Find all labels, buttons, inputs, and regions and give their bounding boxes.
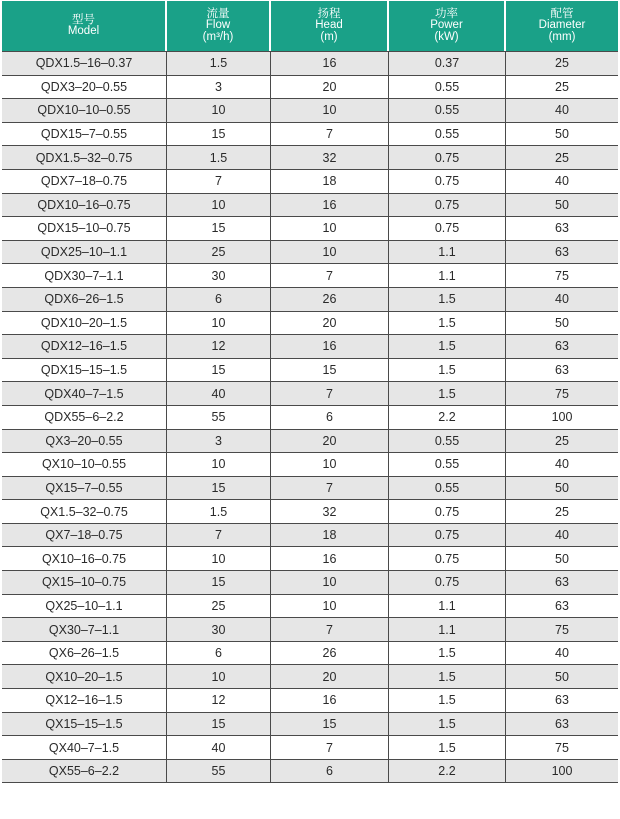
- power-cell: 1.1: [389, 594, 506, 618]
- header-diameter-en: Diameter: [538, 19, 586, 32]
- header-flow-zh: 流量: [206, 7, 230, 20]
- power-cell: 0.75: [389, 193, 506, 217]
- table-header: [2, 1, 618, 51]
- head-cell: 20: [271, 429, 389, 453]
- model-cell: QX10–20–1.5: [2, 664, 167, 688]
- power-cell: 0.55: [389, 452, 506, 476]
- flow-cell: 30: [167, 263, 271, 287]
- table-row: [2, 735, 618, 759]
- flow-cell: 10: [167, 193, 271, 217]
- table-row: [2, 617, 618, 641]
- header-power-zh: 功率: [435, 7, 458, 20]
- head-cell: 6: [271, 405, 389, 429]
- flow-cell: 15: [167, 122, 271, 146]
- head-cell: 26: [271, 641, 389, 665]
- power-cell: 0.75: [389, 499, 506, 523]
- model-cell: QX15–7–0.55: [2, 476, 167, 500]
- model-cell: QDX10–20–1.5: [2, 311, 167, 335]
- diameter-cell: 40: [506, 169, 618, 193]
- table-row: [2, 452, 618, 476]
- head-cell: 26: [271, 287, 389, 311]
- power-cell: 1.5: [389, 735, 506, 759]
- table-row: [2, 664, 618, 688]
- head-cell: 20: [271, 311, 389, 335]
- power-cell: 0.55: [389, 98, 506, 122]
- power-cell: 0.55: [389, 476, 506, 500]
- header-power-en: Power: [430, 19, 463, 32]
- diameter-cell: 50: [506, 193, 618, 217]
- table-row: [2, 98, 618, 122]
- flow-cell: 10: [167, 98, 271, 122]
- header-flow-unit: (m³/h): [202, 30, 234, 43]
- power-cell: 1.5: [389, 381, 506, 405]
- power-cell: 1.5: [389, 311, 506, 335]
- diameter-cell: 50: [506, 311, 618, 335]
- diameter-cell: 25: [506, 499, 618, 523]
- flow-cell: 10: [167, 546, 271, 570]
- table-row: [2, 122, 618, 146]
- table-row: [2, 311, 618, 335]
- power-cell: 1.1: [389, 263, 506, 287]
- model-cell: QX1.5–32–0.75: [2, 499, 167, 523]
- power-cell: 1.1: [389, 240, 506, 264]
- power-cell: 0.75: [389, 145, 506, 169]
- flow-cell: 30: [167, 617, 271, 641]
- flow-cell: 7: [167, 169, 271, 193]
- header-power: [389, 1, 506, 51]
- power-cell: 1.5: [389, 287, 506, 311]
- table-row: [2, 287, 618, 311]
- diameter-cell: 63: [506, 570, 618, 594]
- table-row: [2, 263, 618, 287]
- head-cell: 15: [271, 358, 389, 382]
- diameter-cell: 25: [506, 51, 618, 75]
- power-cell: 0.75: [389, 169, 506, 193]
- head-cell: 10: [271, 216, 389, 240]
- power-cell: 1.5: [389, 334, 506, 358]
- model-cell: QDX10–16–0.75: [2, 193, 167, 217]
- power-cell: 1.5: [389, 712, 506, 736]
- flow-cell: 15: [167, 216, 271, 240]
- flow-cell: 1.5: [167, 499, 271, 523]
- flow-cell: 55: [167, 405, 271, 429]
- model-cell: QX10–16–0.75: [2, 546, 167, 570]
- table-row: [2, 759, 618, 784]
- model-cell: QX12–16–1.5: [2, 688, 167, 712]
- table-row: [2, 334, 618, 358]
- table-row: [2, 429, 618, 453]
- diameter-cell: 75: [506, 617, 618, 641]
- model-cell: QDX55–6–2.2: [2, 405, 167, 429]
- flow-cell: 15: [167, 712, 271, 736]
- flow-cell: 10: [167, 311, 271, 335]
- flow-cell: 6: [167, 287, 271, 311]
- flow-cell: 40: [167, 735, 271, 759]
- model-cell: QDX30–7–1.1: [2, 263, 167, 287]
- flow-cell: 7: [167, 523, 271, 547]
- header-flow-en: Flow: [205, 19, 231, 32]
- diameter-cell: 75: [506, 263, 618, 287]
- diameter-cell: 63: [506, 594, 618, 618]
- flow-cell: 10: [167, 452, 271, 476]
- flow-cell: 12: [167, 334, 271, 358]
- table-row: [2, 476, 618, 500]
- model-cell: QX15–10–0.75: [2, 570, 167, 594]
- table-row: [2, 546, 618, 570]
- model-cell: QX15–15–1.5: [2, 712, 167, 736]
- diameter-cell: 40: [506, 287, 618, 311]
- diameter-cell: 63: [506, 216, 618, 240]
- model-cell: QX30–7–1.1: [2, 617, 167, 641]
- power-cell: 2.2: [389, 405, 506, 429]
- model-cell: QDX15–10–0.75: [2, 216, 167, 240]
- flow-cell: 15: [167, 358, 271, 382]
- power-cell: 0.75: [389, 216, 506, 240]
- model-cell: QDX15–7–0.55: [2, 122, 167, 146]
- diameter-cell: 75: [506, 735, 618, 759]
- head-cell: 18: [271, 523, 389, 547]
- diameter-cell: 63: [506, 688, 618, 712]
- table-row: [2, 405, 618, 429]
- table-row: [2, 499, 618, 523]
- table-row: [2, 381, 618, 405]
- header-model: [2, 1, 167, 51]
- diameter-cell: 40: [506, 641, 618, 665]
- diameter-cell: 25: [506, 75, 618, 99]
- flow-cell: 10: [167, 664, 271, 688]
- diameter-cell: 63: [506, 334, 618, 358]
- head-cell: 7: [271, 735, 389, 759]
- table-row: [2, 688, 618, 712]
- model-cell: QX55–6–2.2: [2, 759, 167, 784]
- power-cell: 1.5: [389, 688, 506, 712]
- head-cell: 10: [271, 452, 389, 476]
- table-row: [2, 523, 618, 547]
- diameter-cell: 25: [506, 429, 618, 453]
- model-cell: QX25–10–1.1: [2, 594, 167, 618]
- model-cell: QDX7–18–0.75: [2, 169, 167, 193]
- table-row: [2, 193, 618, 217]
- head-cell: 10: [271, 98, 389, 122]
- header-head-zh: 扬程: [317, 7, 341, 20]
- diameter-cell: 50: [506, 664, 618, 688]
- model-cell: QDX1.5–16–0.37: [2, 51, 167, 75]
- flow-cell: 3: [167, 75, 271, 99]
- head-cell: 7: [271, 381, 389, 405]
- head-cell: 7: [271, 617, 389, 641]
- model-cell: QDX6–26–1.5: [2, 287, 167, 311]
- model-cell: QDX15–15–1.5: [2, 358, 167, 382]
- power-cell: 1.5: [389, 664, 506, 688]
- diameter-cell: 100: [506, 759, 618, 784]
- diameter-cell: 40: [506, 523, 618, 547]
- table-row: [2, 712, 618, 736]
- table-row: [2, 240, 618, 264]
- model-cell: QX40–7–1.5: [2, 735, 167, 759]
- header-row: [2, 1, 618, 51]
- flow-cell: 15: [167, 570, 271, 594]
- header-head-en: Head: [315, 19, 343, 32]
- head-cell: 16: [271, 688, 389, 712]
- diameter-cell: 50: [506, 546, 618, 570]
- head-cell: 32: [271, 499, 389, 523]
- table-body: [2, 51, 618, 783]
- flow-cell: 25: [167, 594, 271, 618]
- header-diameter: [506, 1, 618, 51]
- head-cell: 7: [271, 476, 389, 500]
- power-cell: 0.75: [389, 570, 506, 594]
- model-cell: QDX1.5–32–0.75: [2, 145, 167, 169]
- model-cell: QDX25–10–1.1: [2, 240, 167, 264]
- head-cell: 7: [271, 263, 389, 287]
- flow-cell: 12: [167, 688, 271, 712]
- head-cell: 16: [271, 51, 389, 75]
- power-cell: 2.2: [389, 759, 506, 784]
- head-cell: 16: [271, 193, 389, 217]
- power-cell: 0.55: [389, 122, 506, 146]
- header-power-unit: (kW): [434, 30, 459, 43]
- flow-cell: 3: [167, 429, 271, 453]
- header-model-en: Model: [67, 25, 100, 37]
- model-cell: QX6–26–1.5: [2, 641, 167, 665]
- diameter-cell: 40: [506, 452, 618, 476]
- power-cell: 1.1: [389, 617, 506, 641]
- table-row: [2, 169, 618, 193]
- head-cell: 18: [271, 169, 389, 193]
- flow-cell: 25: [167, 240, 271, 264]
- power-cell: 0.55: [389, 429, 506, 453]
- table-row: [2, 145, 618, 169]
- head-cell: 16: [271, 334, 389, 358]
- head-cell: 32: [271, 145, 389, 169]
- flow-cell: 6: [167, 641, 271, 665]
- model-cell: QDX12–16–1.5: [2, 334, 167, 358]
- header-flow: [167, 1, 271, 51]
- head-cell: 20: [271, 75, 389, 99]
- power-cell: 1.5: [389, 358, 506, 382]
- pump-spec-table: [2, 1, 618, 783]
- header-head: [271, 1, 389, 51]
- model-cell: QX7–18–0.75: [2, 523, 167, 547]
- model-cell: QDX10–10–0.55: [2, 98, 167, 122]
- head-cell: 20: [271, 664, 389, 688]
- flow-cell: 55: [167, 759, 271, 784]
- flow-cell: 1.5: [167, 51, 271, 75]
- diameter-cell: 50: [506, 476, 618, 500]
- model-cell: QX3–20–0.55: [2, 429, 167, 453]
- power-cell: 0.37: [389, 51, 506, 75]
- head-cell: 16: [271, 546, 389, 570]
- table-row: [2, 570, 618, 594]
- model-cell: QDX40–7–1.5: [2, 381, 167, 405]
- table-row: [2, 358, 618, 382]
- head-cell: 10: [271, 240, 389, 264]
- flow-cell: 15: [167, 476, 271, 500]
- header-head-unit: (m): [320, 30, 338, 43]
- power-cell: 0.75: [389, 546, 506, 570]
- head-cell: 10: [271, 594, 389, 618]
- diameter-cell: 100: [506, 405, 618, 429]
- diameter-cell: 63: [506, 240, 618, 264]
- diameter-cell: 50: [506, 122, 618, 146]
- head-cell: 15: [271, 712, 389, 736]
- head-cell: 6: [271, 759, 389, 784]
- diameter-cell: 40: [506, 98, 618, 122]
- header-diameter-unit: (mm): [548, 30, 576, 43]
- table-row: [2, 594, 618, 618]
- head-cell: 7: [271, 122, 389, 146]
- diameter-cell: 25: [506, 145, 618, 169]
- table-row: [2, 51, 618, 75]
- diameter-cell: 63: [506, 712, 618, 736]
- table-row: [2, 216, 618, 240]
- power-cell: 0.55: [389, 75, 506, 99]
- flow-cell: 1.5: [167, 145, 271, 169]
- diameter-cell: 63: [506, 358, 618, 382]
- table-row: [2, 641, 618, 665]
- power-cell: 0.75: [389, 523, 506, 547]
- diameter-cell: 75: [506, 381, 618, 405]
- flow-cell: 40: [167, 381, 271, 405]
- header-model-zh: 型号: [72, 13, 95, 26]
- model-cell: QDX3–20–0.55: [2, 75, 167, 99]
- table-row: [2, 75, 618, 99]
- head-cell: 10: [271, 570, 389, 594]
- header-diameter-zh: 配管: [550, 7, 574, 20]
- power-cell: 1.5: [389, 641, 506, 665]
- model-cell: QX10–10–0.55: [2, 452, 167, 476]
